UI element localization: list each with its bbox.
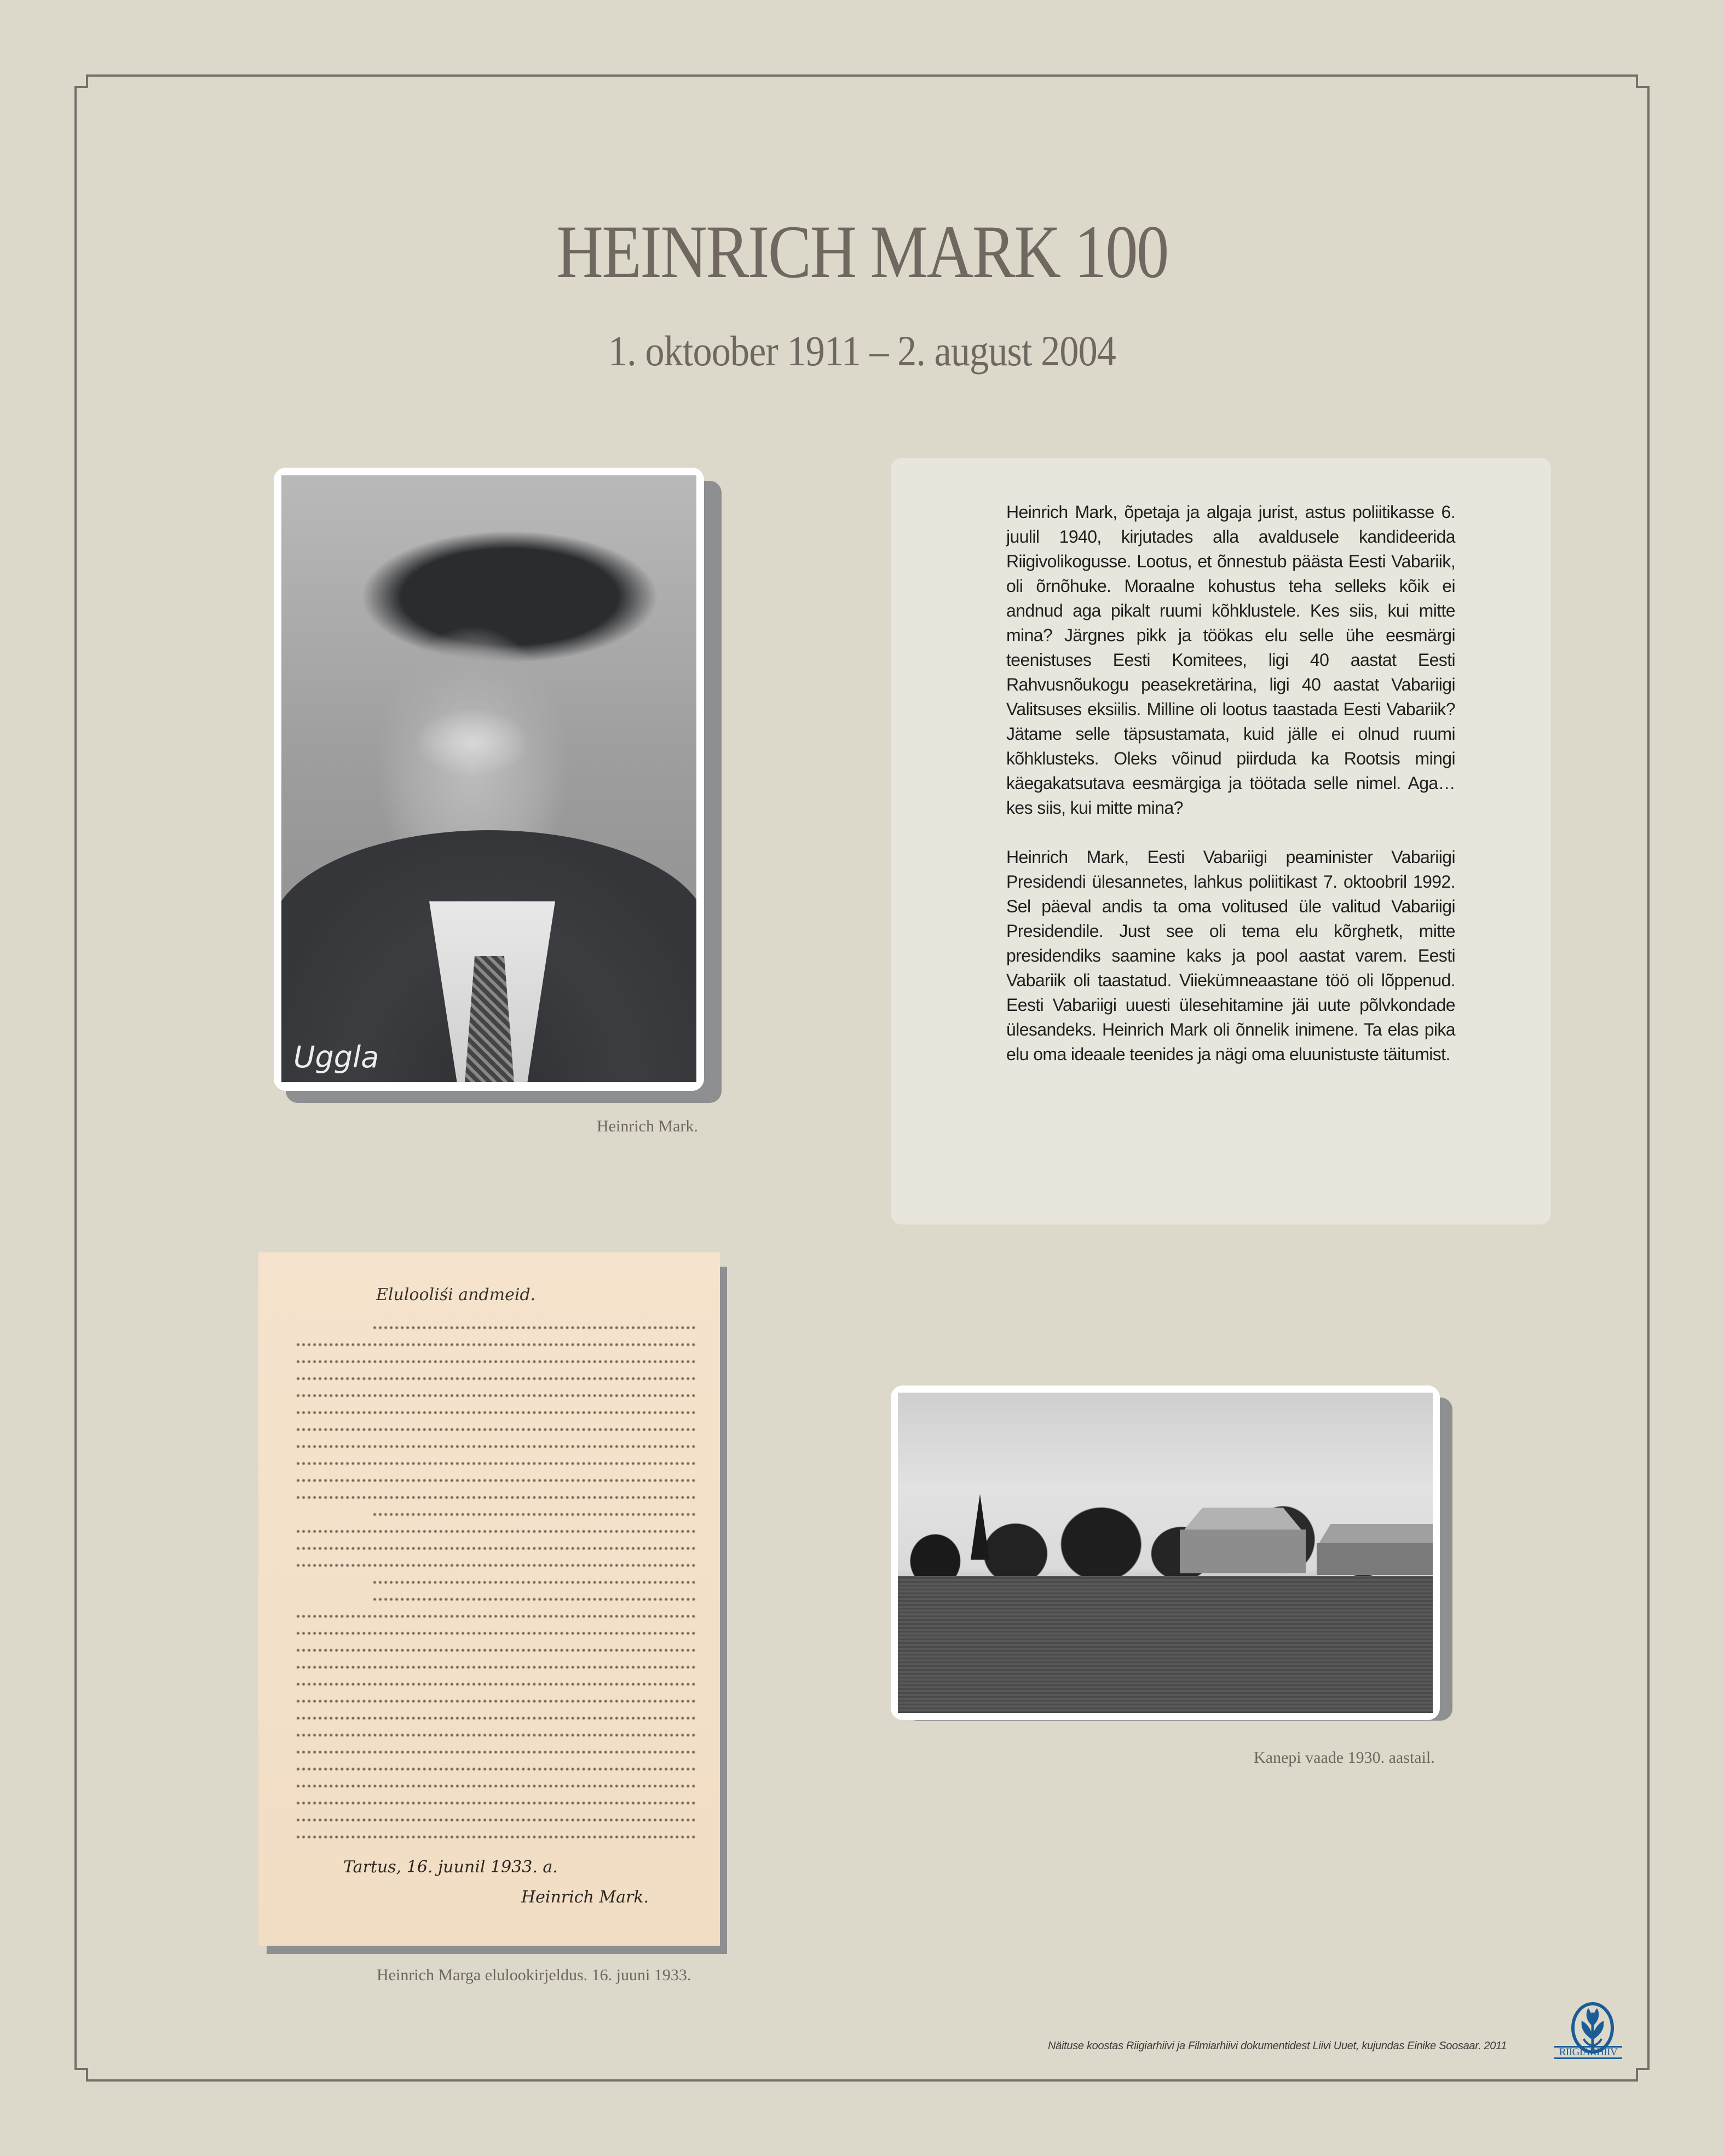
handwriting-line [297,1734,695,1737]
handwriting-line [297,1768,695,1770]
handwriting-line [297,1751,695,1753]
landscape-caption: Kanepi vaade 1930. aastail. [1254,1749,1435,1767]
handwriting-line [297,1802,695,1804]
portrait-photo [281,475,696,1082]
handwriting-line [297,1785,695,1787]
landscape-photo [898,1393,1433,1713]
letter-signature: Heinrich Mark. [521,1888,649,1907]
handwriting-line [373,1513,695,1516]
page-title: HEINRICH MARK 100 [556,210,1168,294]
handwriting-line [297,1547,695,1550]
handwriting-line [373,1326,695,1329]
letter-place-date: Tartus, 16. juunil 1933. a. [343,1858,558,1877]
handwriting-line [297,1615,695,1618]
handwriting-line [373,1598,695,1601]
handwriting-line [297,1530,695,1533]
handwriting-line [297,1394,695,1397]
biography-text [1006,500,1455,1091]
handwriting-line [297,1700,695,1703]
photographer-signature: Uggla [293,1040,379,1074]
house [1317,1543,1433,1575]
handwriting-line [297,1428,695,1431]
letter-heading: Elulooliśi andmeid. [376,1285,536,1304]
house [1180,1530,1306,1573]
field [898,1576,1433,1713]
letter-caption: Heinrich Marga elulookirjeldus. 16. juuni 1933. [377,1966,691,1984]
portrait-caption: Heinrich Mark. [597,1117,698,1135]
exhibition-credits: Näituse koostas Riigiarhiivi ja Filmiarhiivi dokumentidest Liivi Uuet, kujundas Einike Soosaar. 2011 [1048,2040,1507,2052]
handwriting-line [297,1343,695,1346]
handwritten-letter [258,1252,720,1946]
biography-paragraph: Heinrich Mark, Eesti Vabariigi peaminister Vabariigi Presidendi ülesannetes, lahkus poliitikast 7. oktoobril 1992. Sel päeval andis ta oma volitused üle valitud Vabariigi Presidendile. Just see oli tema elu kõrghetk, mitte presidendiks saamine kaks ja pool aastat varem. Eesti Vabariik oli taastatud. Viiekümneaastane töö oli lõppenud. Eesti Vabariigi uuesti ülesehitamine jäi uute põlvkondade ülesandeks. Heinrich Mark oli õnnelik inimene. Ta elas pika elu oma ideaale teenides ja nägi oma eluunistuste täitumist. [1006,847,1455,1064]
page-subtitle-dates: 1. oktoober 1911 – 2. august 2004 [608,327,1116,375]
handwriting-line [297,1649,695,1652]
handwriting-line [297,1836,695,1838]
handwriting-line [297,1462,695,1465]
biography-paragraph: Heinrich Mark, õpetaja ja algaja jurist, astus poliitikasse 6. juulil 1940, kirjutades alla avaldusele kandideerida Riigivolikogusse. Lootus, et õnnestub päästa Eesti Vabariik, oli õrnõhuke. Moraalne kohustus teha selleks kõik ei andnud aga pikalt ruumi kõhklustele. Kes siis, kui mitte mina? Järgnes pikk ja töökas elu selle ühe eesmärgi teenistuses Eesti Komitees, ligi 40 aastat Eesti Rahvusnõukogu peasekretärina, ligi 40 aastat Vabariigi Valitsuses eksiilis. Milline oli lootus taastada Eesti Vabariik? Jätame selle täpsustamata, kuid jälle ei olnud ruumi kõhklusteks. Oleks võinud piirduda ka Rootsis mingi käegakatsutava eesmärgiga ja töötada selle nimel. Aga… kes siis, kui mitte mina? [1006,502,1455,818]
handwriting-line [297,1445,695,1448]
logo-wordmark: RIIGIARHIIV [1554,2046,1622,2059]
handwriting-line [297,1819,695,1821]
handwriting-line [373,1581,695,1584]
handwriting-line [297,1666,695,1669]
handwriting-line [297,1377,695,1380]
handwriting-line [297,1411,695,1414]
handwriting-line [297,1479,695,1482]
handwriting-line [297,1683,695,1686]
handwriting-line [297,1632,695,1635]
handwriting-line [297,1717,695,1720]
handwriting-line [297,1360,695,1363]
handwriting-line [297,1496,695,1499]
handwriting-line [297,1564,695,1567]
